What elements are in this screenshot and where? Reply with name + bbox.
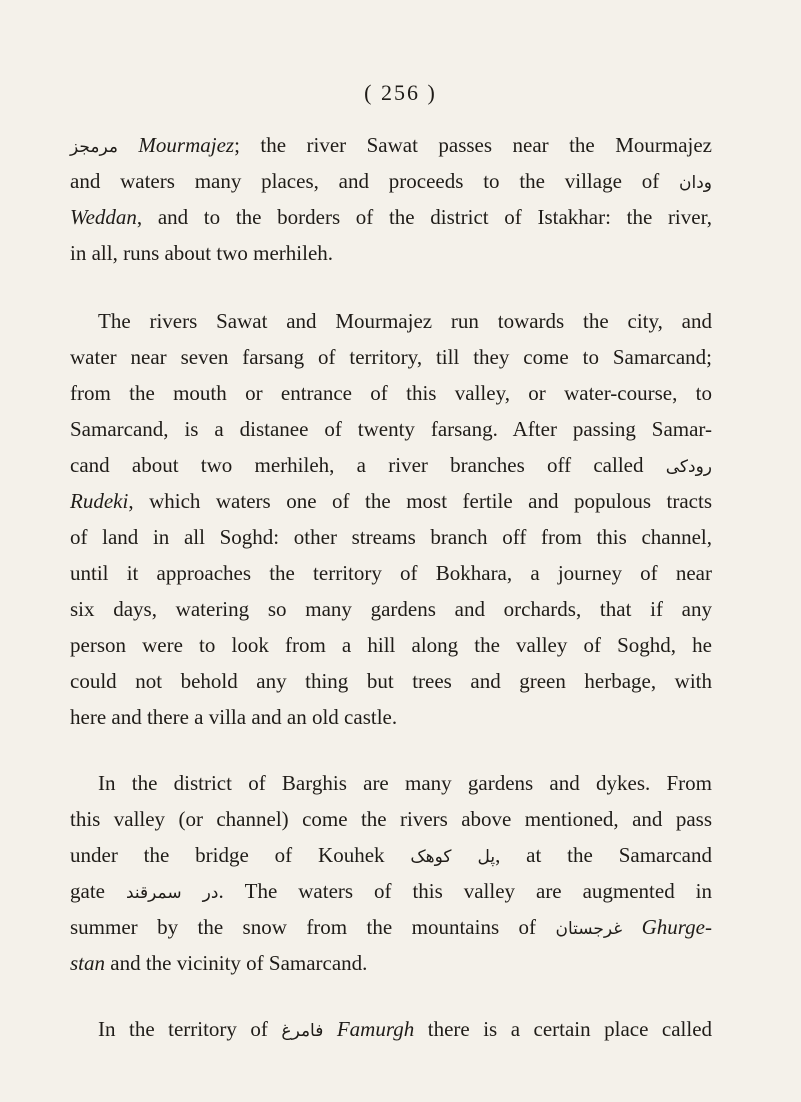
italic-word: Mourmajez: [138, 133, 235, 157]
line-text: gate: [70, 879, 105, 903]
text-line: [98, 768, 712, 798]
text-line: [70, 450, 712, 482]
text-line: [70, 666, 712, 696]
line-text: six days, watering so many gardens and orchards, that if any: [70, 597, 712, 621]
line-text: In the district of Barghis are many gardens and dykes. From: [98, 771, 712, 795]
arabic-word: غرجستان: [555, 919, 623, 939]
arabic-word: ودان: [679, 173, 712, 193]
text-line: [70, 202, 712, 232]
text-line: [70, 238, 712, 268]
line-text: under the bridge of Kouhek: [70, 843, 385, 867]
line-text: from the mouth or entrance of this valley, or water-course, to: [70, 381, 712, 405]
text-line: [70, 522, 712, 552]
line-text: , at the Samarcand: [495, 843, 712, 867]
page-number: ( 256 ): [364, 80, 437, 105]
line-text: Samarcand, is a distanee of twenty farsang. After passing Samar-: [70, 417, 712, 441]
text-line: [70, 558, 712, 588]
text-line: [70, 630, 712, 660]
line-text: until it approaches the territory of Bokhara, a journey of near: [70, 561, 712, 585]
line-text: . The waters of this valley are augmented in: [218, 879, 712, 903]
line-text: and waters many places, and proceeds to the village of: [70, 169, 660, 193]
text-line: [70, 342, 712, 372]
line-text: summer by the snow from the mountains of: [70, 915, 537, 939]
line-text: ; the river Sawat passes near the Mourmajez: [234, 133, 713, 157]
text-line: [70, 130, 712, 162]
line-text: , which waters one of the most fertile and populous tracts: [128, 489, 712, 513]
line-text: In the territory of: [98, 1017, 268, 1041]
text-line: [98, 306, 712, 336]
text-line: [70, 414, 712, 444]
text-line: [70, 594, 712, 624]
line-text: person were to look from a hill along the valley of Soghd, he: [70, 633, 712, 657]
italic-word: Weddan: [70, 205, 137, 229]
line-text: here and there a villa and an old castle.: [70, 705, 398, 729]
italic-word: Ghurge-: [641, 915, 712, 939]
text-line: [70, 702, 712, 732]
line-text: and the vicinity of Samarcand.: [105, 951, 368, 975]
text-line: [70, 804, 712, 834]
italic-word: Rudeki: [70, 489, 129, 513]
text-line: [98, 1014, 712, 1046]
line-text: there is a certain place called: [414, 1017, 713, 1041]
arabic-word: در سمرقند: [125, 883, 219, 903]
line-text: water near seven farsang of territory, till they come to Samarcand;: [70, 345, 712, 369]
arabic-word: فامرغ: [281, 1021, 324, 1041]
line-text: in all, runs about two merhileh.: [70, 241, 334, 265]
italic-word: stan: [70, 951, 106, 975]
arabic-word: پل کوهک: [410, 847, 496, 867]
italic-word: Famurgh: [336, 1017, 415, 1041]
text-line: [70, 912, 712, 944]
text-line: [70, 378, 712, 408]
line-text: The rivers Sawat and Mourmajez run towards the city, and: [98, 309, 712, 333]
line-text: could not behold any thing but trees and green herbage, with: [70, 669, 712, 693]
text-line: [70, 486, 712, 516]
line-text: , and to the borders of the district of Istakhar: the river,: [136, 205, 712, 229]
line-text: cand about two merhileh, a river branches off called: [70, 453, 644, 477]
text-line: [70, 166, 712, 198]
text-line: [70, 876, 712, 908]
line-text: of land in all Soghd: other streams branch off from this channel,: [70, 525, 712, 549]
text-line: [70, 948, 712, 978]
arabic-word: مرمجز: [70, 137, 118, 157]
arabic-word: رودکی: [665, 457, 713, 477]
text-line: [70, 840, 712, 872]
line-text: this valley (or channel) come the rivers above mentioned, and pass: [70, 807, 712, 831]
